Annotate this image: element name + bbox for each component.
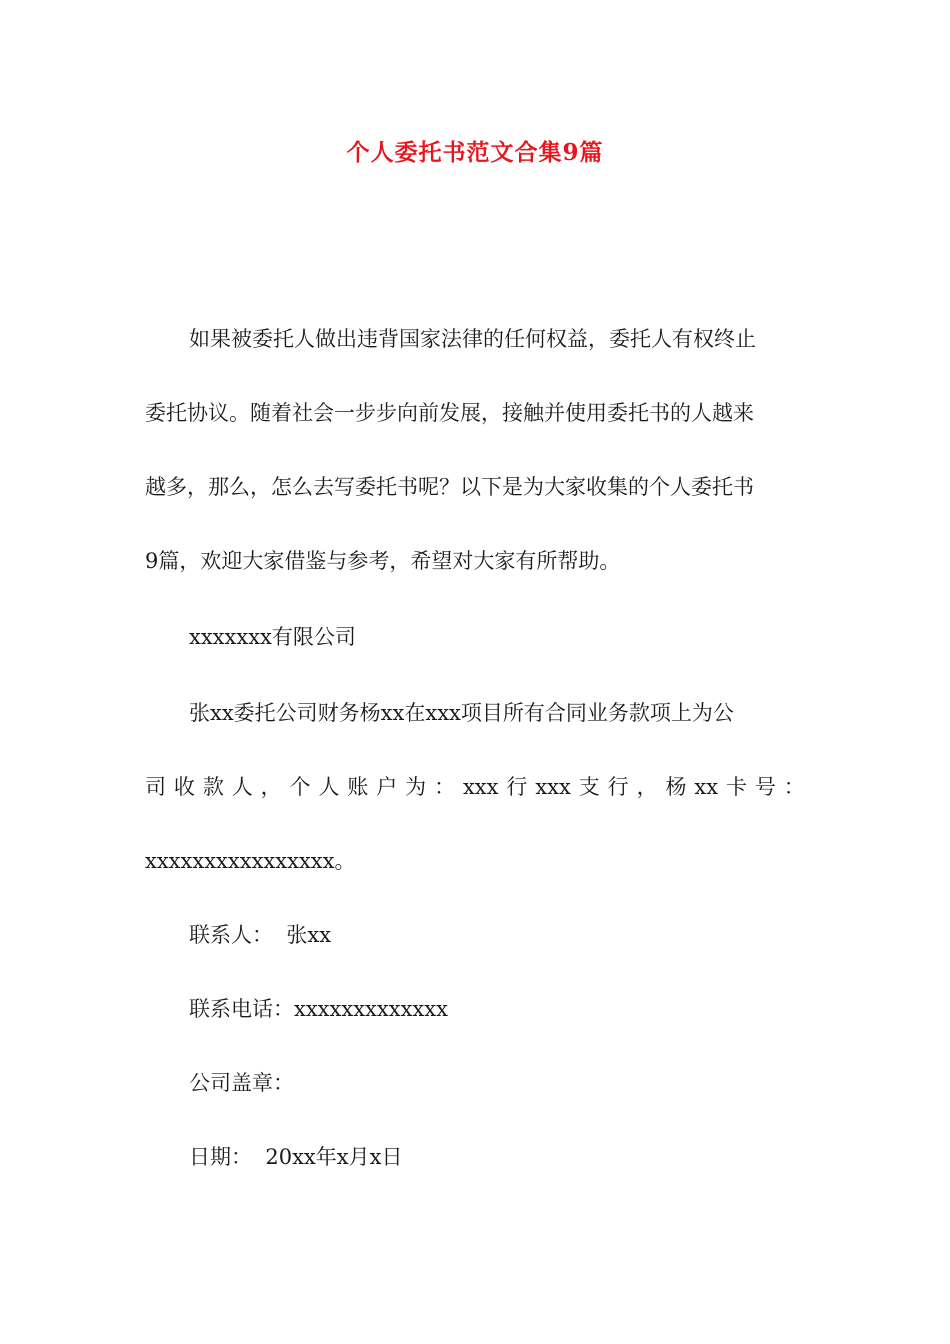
authorization-line-2-part: 人	[231, 775, 253, 799]
authorization-line-2-part: ：	[783, 775, 805, 799]
authorization-line-2-part: 号	[754, 775, 776, 799]
intro-line-3: 越多，那么，怎么去写委托书呢？以下是为大家收集的个人委托书	[145, 475, 754, 499]
authorization-line-2-part: 司	[145, 775, 166, 799]
intro-paragraph	[145, 302, 805, 598]
company-name: xxxxxxx有限公司	[189, 625, 356, 649]
authorization-line-2-spread	[145, 750, 805, 824]
authorization-line-2-part: 行	[607, 775, 629, 799]
intro-line-4: 9篇，欢迎大家借鉴与参考，希望对大家有所帮助。	[145, 549, 621, 573]
authorization-line-2-part: 个	[289, 775, 311, 799]
document-title: 个人委托书范文合集9篇	[346, 139, 604, 166]
authorization-line-3: xxxxxxxxxxxxxxxx。	[145, 849, 356, 873]
date-paragraph	[145, 1120, 805, 1194]
authorization-line-2-part: 人	[318, 775, 340, 799]
contact-phone: 联系电话：xxxxxxxxxxxxx	[189, 997, 448, 1021]
authorization-line-3-wrap	[145, 824, 805, 898]
authorization-line-1: 张xx委托公司财务杨xx在xxx项目所有合同业务款项上为公	[189, 701, 734, 725]
contact-phone-paragraph	[145, 972, 805, 1046]
authorization-line-2-part: xxx	[462, 775, 499, 799]
company-name-paragraph	[145, 600, 805, 674]
contact-person: 联系人： 张xx	[189, 923, 332, 947]
authorization-line-2-part: 卡	[725, 775, 747, 799]
authorization-line-2-part: xx	[694, 775, 719, 799]
authorization-line-2-part: 款	[202, 775, 224, 799]
authorization-line-2-part: 为	[405, 775, 427, 799]
authorization-line-2-part: 支	[578, 775, 600, 799]
authorization-line-2-part: 收	[173, 775, 195, 799]
date-line: 日期： 20xx年x月x日	[189, 1145, 403, 1169]
authorization-line-2-part: 户	[376, 775, 398, 799]
contact-person-paragraph	[145, 898, 805, 972]
authorization-line-2	[145, 750, 805, 824]
intro-line-2: 委托协议。随着社会一步步向前发展，接触并使用委托书的人越来	[145, 401, 754, 425]
authorization-paragraph	[145, 676, 805, 750]
company-seal-paragraph	[145, 1046, 805, 1120]
intro-line-1: 如果被委托人做出违背国家法律的任何权益，委托人有权终止	[189, 327, 756, 351]
authorization-line-2-part: ：	[434, 775, 456, 799]
company-seal: 公司盖章：	[189, 1071, 294, 1095]
authorization-line-2-part: 账	[347, 775, 369, 799]
authorization-line-2-part: ，	[260, 775, 282, 799]
authorization-line-2-part: ，	[636, 775, 658, 799]
authorization-line-2-part: 行	[506, 775, 528, 799]
authorization-line-2-part: xxx	[535, 775, 571, 799]
authorization-line-2-part: 杨	[665, 775, 687, 799]
